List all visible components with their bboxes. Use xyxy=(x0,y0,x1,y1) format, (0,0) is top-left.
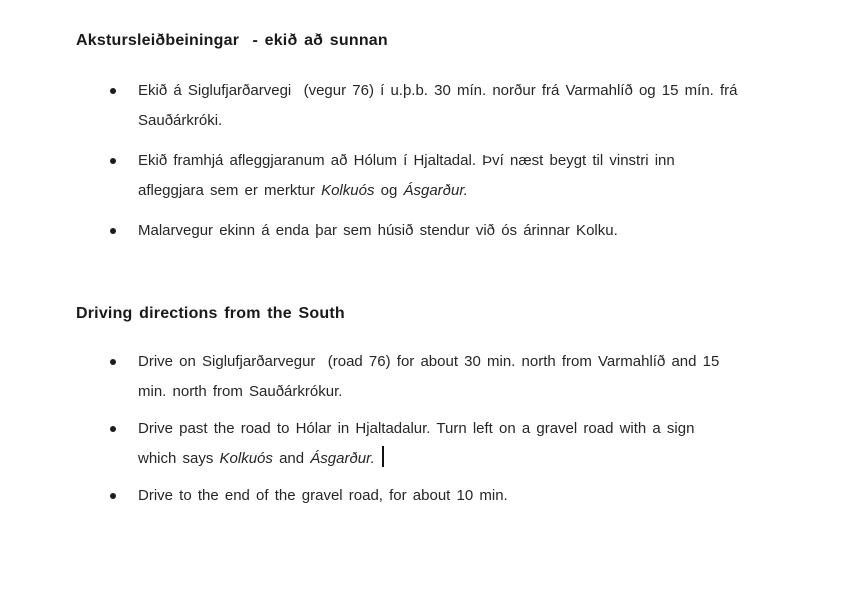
bullet-item[interactable] xyxy=(76,146,820,206)
text-segment: which says xyxy=(138,450,220,467)
italic-text: Kolkuós xyxy=(219,450,273,467)
text-segment: Drive past the road to Hólar in Hjaltadalur. Turn left on a gravel road with a sign xyxy=(138,420,695,437)
heading-icelandic[interactable]: Akstursleiðbeiningar - ekið að sunnan xyxy=(76,32,388,49)
bullet-item[interactable] xyxy=(76,216,820,246)
text-line[interactable] xyxy=(138,176,820,206)
bullet-item[interactable] xyxy=(76,481,820,511)
bullet-list-icelandic xyxy=(76,76,820,246)
bullet-item[interactable] xyxy=(76,76,820,136)
text-line[interactable] xyxy=(138,481,820,511)
bullet-dot-icon xyxy=(110,359,116,365)
italic-text: Kolkuós xyxy=(321,182,375,199)
text-segment: Drive to the end of the gravel road, for about 10 min. xyxy=(138,487,508,504)
bullet-list-english xyxy=(76,347,820,511)
bullet-dot-icon xyxy=(110,228,116,234)
text-line[interactable] xyxy=(138,76,820,106)
bullet-item[interactable] xyxy=(76,347,820,407)
text-segment: Sauðárkróki. xyxy=(138,112,223,129)
bullet-dot-icon xyxy=(110,158,116,164)
text-segment: Malarvegur ekinn á enda þar sem húsið stendur við ós árinnar Kolku. xyxy=(138,222,618,239)
text-line[interactable] xyxy=(138,347,820,377)
text-line[interactable] xyxy=(138,377,820,407)
heading-english[interactable]: Driving directions from the South xyxy=(76,305,345,322)
text-line[interactable] xyxy=(138,216,820,246)
text-segment: and xyxy=(272,450,311,467)
text-line[interactable] xyxy=(138,146,820,176)
text-segment: afleggjara sem er merktur xyxy=(138,182,322,199)
bullet-dot-icon xyxy=(110,426,116,432)
text-line[interactable] xyxy=(138,444,820,474)
text-line[interactable] xyxy=(138,414,820,444)
text-segment: min. north from Sauðárkrókur. xyxy=(138,383,343,400)
italic-text: Ásgarður. xyxy=(403,182,468,199)
bullet-item[interactable] xyxy=(76,414,820,474)
bullet-dot-icon xyxy=(110,88,116,94)
text-cursor xyxy=(382,446,384,467)
text-segment: Drive on Siglufjarðarvegur (road 76) for about 30 min. north from Varmahlíð and 15 xyxy=(138,353,720,370)
text-segment: og xyxy=(374,182,404,199)
text-segment: Ekið framhjá afleggjaranum að Hólum í Hjaltadal. Því næst beygt til vinstri inn xyxy=(138,152,675,169)
text-segment: Ekið á Siglufjarðarvegi (vegur 76) í u.þ.b. 30 mín. norður frá Varmahlíð og 15 mín. frá xyxy=(138,82,738,99)
bullet-dot-icon xyxy=(110,493,116,499)
text-line[interactable] xyxy=(138,106,820,136)
italic-text: Ásgarður. xyxy=(310,450,375,467)
